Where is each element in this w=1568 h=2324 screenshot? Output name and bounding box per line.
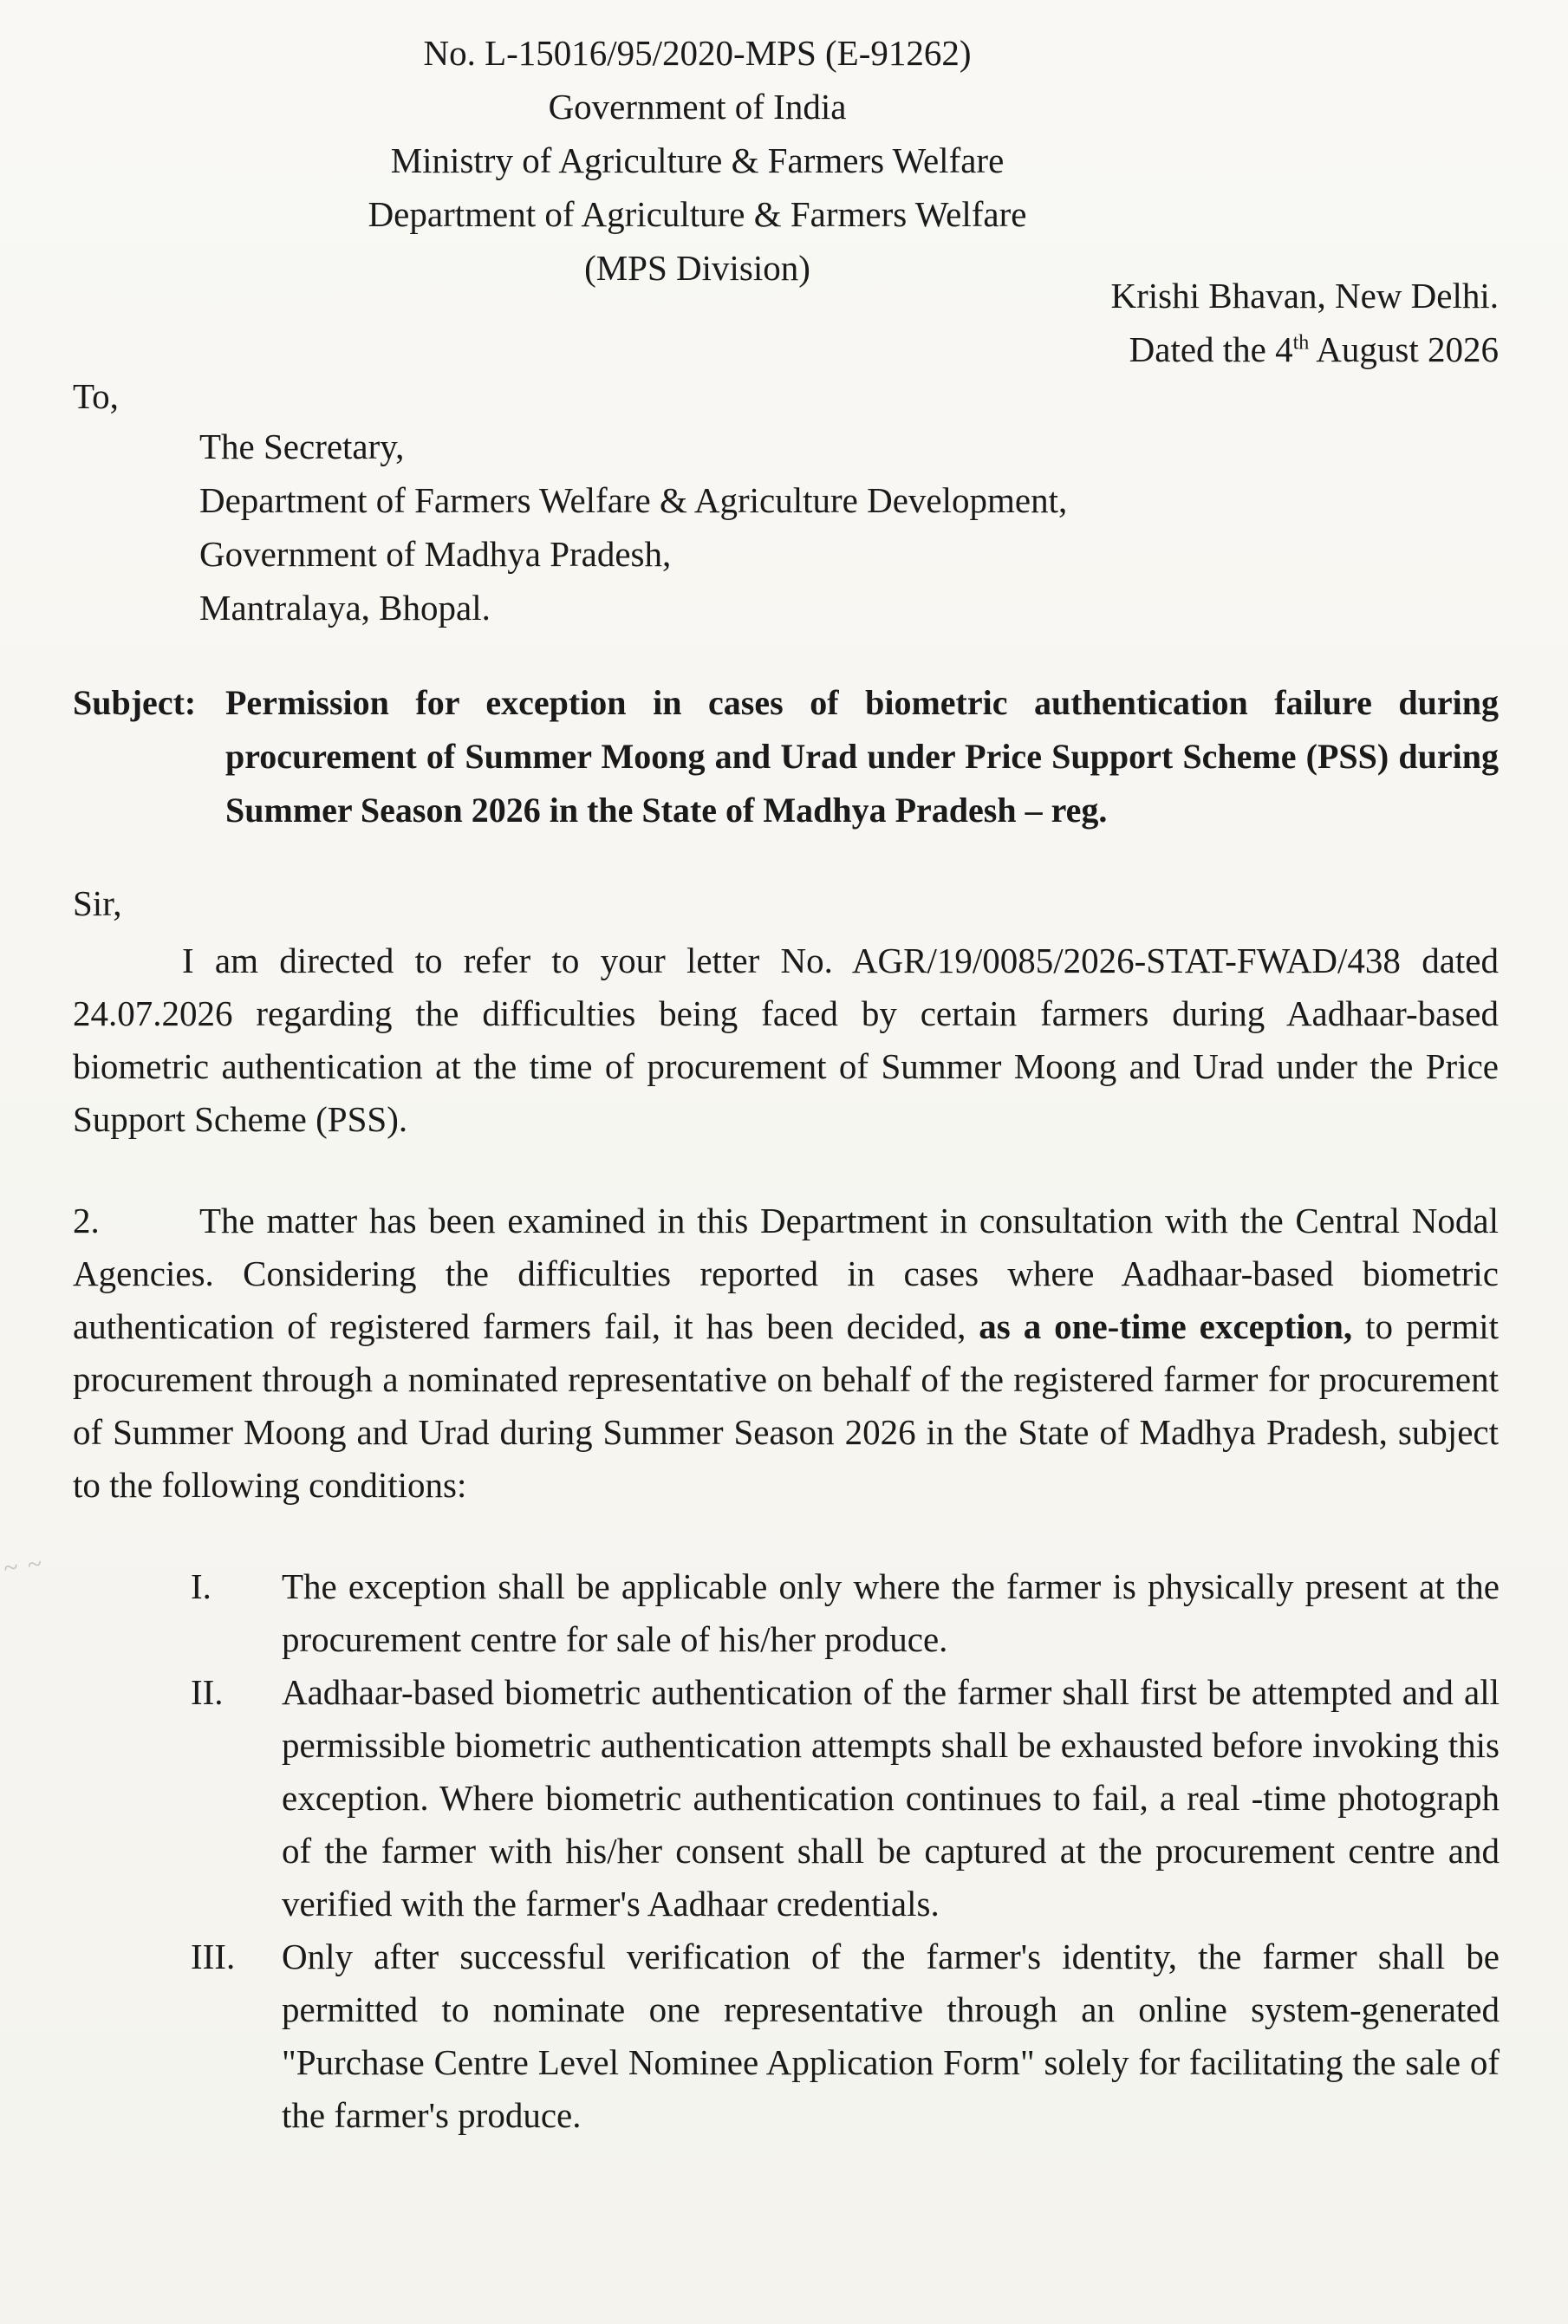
condition-number: I. [191,1566,211,1606]
addressee-block [199,420,1067,635]
condition-item [191,1930,1500,2142]
condition-number: III. [191,1937,236,1976]
addressee-line-3: Government of Madhya Pradesh, [199,534,672,574]
salutation: Sir, [73,883,122,923]
condition-item [191,1560,1500,1666]
addressee-line-4: Mantralaya, Bhopal. [199,588,491,628]
condition-text: The exception shall be applicable only where the farmer is physically present at the procurement centre for sale of his/her produce. [282,1566,1500,1659]
subject-label: Subject: [73,683,197,722]
government-name: Government of India [548,87,847,127]
addressee-line-2: Department of Farmers Welfare & Agriculture Development, [199,480,1068,520]
date-prefix: Dated the 4 [1129,329,1293,369]
place-and-date [1111,269,1500,376]
department-name: Department of Agriculture & Farmers Welfare [368,194,1027,234]
paragraph-2-number: 2. [73,1201,100,1240]
paragraph-2-text-after: to permit procurement through a nominated representative on behalf of the registered farmer for procurement of Summer Moong and Urad during Summer Season 2026 in the State of Madhya Pradesh, subject to the following conditions: [73,1306,1499,1505]
paragraph-2 [73,1195,1499,1512]
date-suffix: August 2026 [1309,329,1499,369]
faint-handwritten-mark: ~ ~ [1,1548,45,1584]
paragraph-1: I am directed to refer to your letter No. AGR/19/0085/2026-STAT-FWAD/438 dated 24.07.2026 regarding the difficulties being faced by certain farmers during Aadhaar-based biometric authentication at the time of procurement of Summer Moong and Urad under the Price Support Scheme (PSS). [73,941,1499,1139]
condition-text: Aadhaar-based biometric authentication of the farmer shall first be attempted and all permissible biometric authentication attempts shall be exhausted before invoking this exception. Where biometric authentication continues to fail, a real -time photograph of the farmer with his/her consent shall be captured at the procurement centre and verified with the farmer's Aadhaar credentials. [282,1672,1500,1924]
ministry-name: Ministry of Agriculture & Farmers Welfare [390,140,1005,180]
place: Krishi Bhavan, New Delhi. [1110,276,1499,316]
subject-text: Permission for exception in cases of biometric authentication failure during procurement of Summer Moong and Urad under Price Support Scheme (PSS) during Summer Season 2026 in the State of Madhya Pradesh – reg. [225,683,1499,830]
paragraph-2-bold: as a one-time exception, [979,1306,1353,1346]
condition-number: II. [191,1672,224,1712]
paragraph-2-text-before: The matter has been examined in this Department in consultation with the Central Nodal Agencies. Considering the difficulties reported in cases where Aadhaar-based biometric authentication of registered farmers fail, it has been decided, [73,1201,1499,1346]
addressee-line-1: The Secretary, [199,426,405,466]
condition-item [191,1666,1500,1930]
to-label: To, [73,376,119,416]
condition-text: Only after successful verification of the farmer's identity, the farmer shall be permitted to nominate one representative through an online system-generated "Purchase Centre Level Nominee Application Form" solely for facilitating the sale of the farmer's produce. [282,1937,1500,2135]
file-number: No. L-15016/95/2020-MPS (E-91262) [423,33,972,73]
division-name: (MPS Division) [584,248,810,288]
conditions-list [191,1560,1500,2142]
date-line [1111,322,1500,376]
letter-header [0,26,1481,295]
date-superscript: th [1292,331,1310,355]
subject-block [73,676,1499,837]
